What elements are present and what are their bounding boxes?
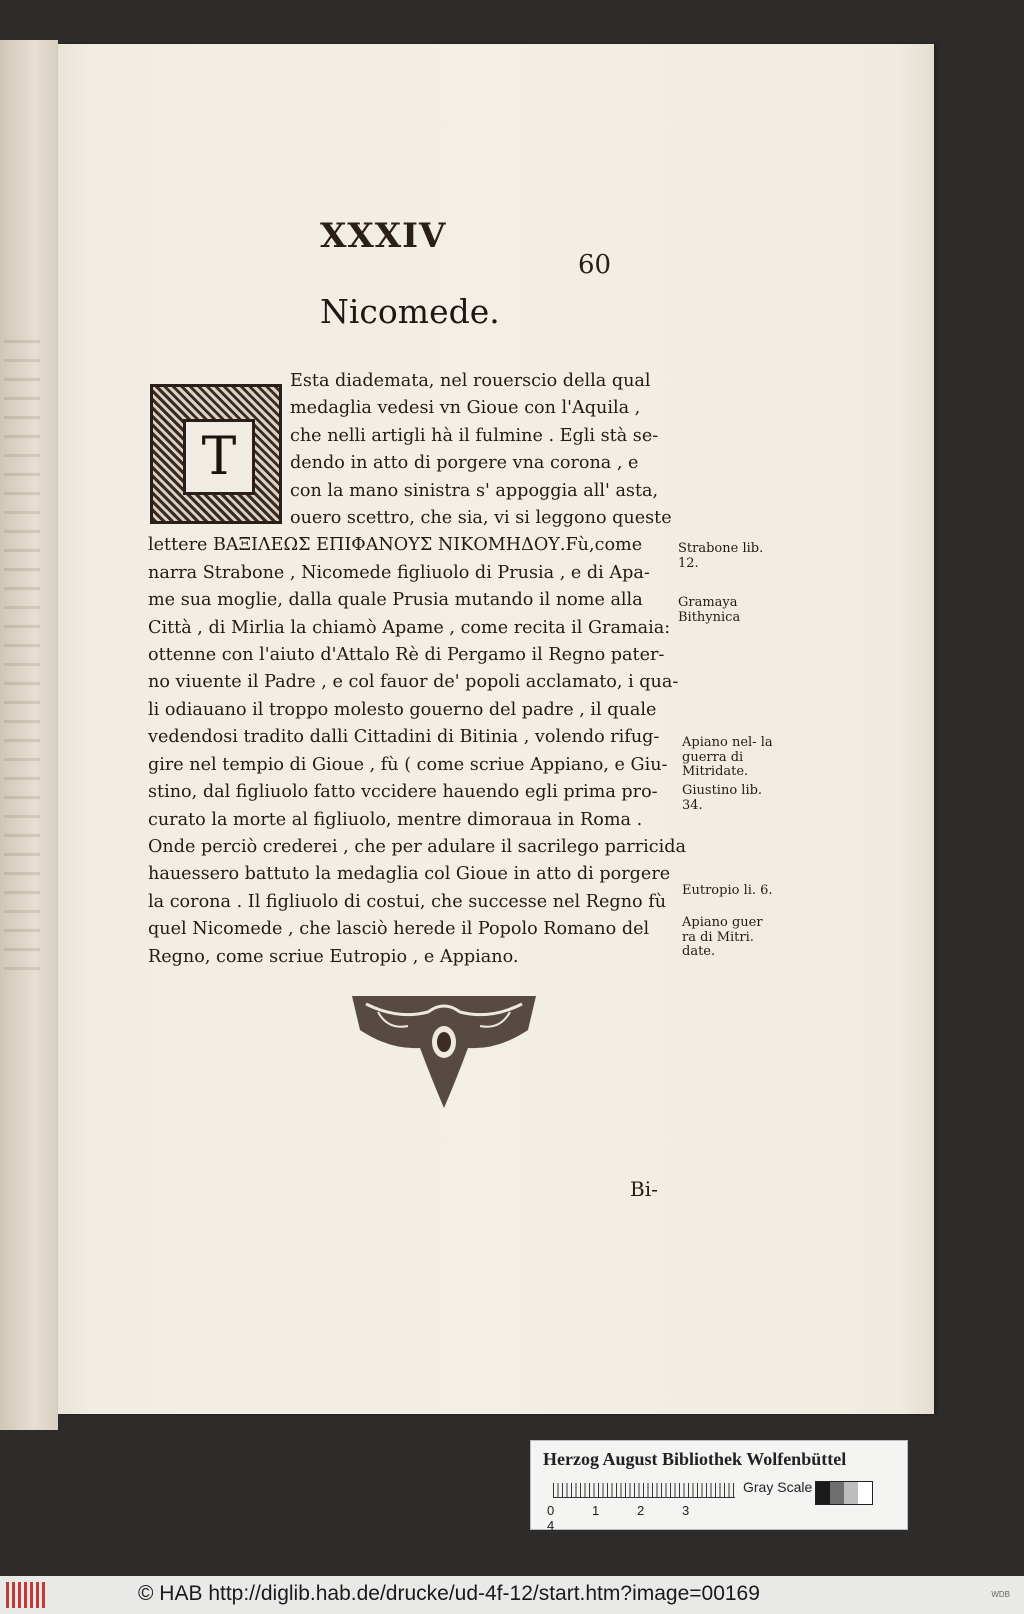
body-line: li odiauano il troppo molesto gouerno del padre , il quale (148, 699, 657, 720)
body-line: medaglia vedesi vn Gioue con l'Aquila , (290, 398, 641, 419)
body-line: Esta diademata, nel rouerscio della qual (290, 371, 651, 391)
ruler-number: 2 (637, 1503, 645, 1518)
footer-bar (0, 1576, 1024, 1614)
gray-scale-bar (815, 1481, 873, 1505)
body-line: ouero scettro, che sia, vi si leggono queste (290, 508, 672, 529)
footer-small-label: WDB (991, 1590, 1010, 1599)
margin-note: Giustino lib. 34. (682, 783, 763, 813)
body-line: ottenne con l'aiuto d'Attalo Rè di Pergamo il Regno pater- (148, 645, 665, 666)
margin-note: Eutropio li. 6. (682, 883, 773, 898)
footer-copyright-url[interactable]: © HAB http://diglib.hab.de/drucke/ud-4f-12/start.htm?image=00169 (138, 1582, 760, 1605)
plate-number: XXXIV (320, 216, 447, 256)
facing-page-edge (0, 40, 58, 1430)
color-calibration-card (530, 1440, 908, 1533)
body-line: vedendosi tradito dalli Cittadini di Bitinia , volendo rifug- (148, 727, 660, 748)
body-line: gire nel tempio di Gioue , fù ( come scriue Appiano, e Giu- (148, 754, 668, 775)
initial-letter: T (183, 419, 255, 495)
body-line: curato la morte al figliuolo, mentre dimoraua in Roma . (148, 809, 643, 830)
ruler-number: 3 (682, 1503, 690, 1518)
margin-note: Gramaya Bithynica (678, 595, 741, 625)
body-line: me sua moglie, dalla quale Prusia mutando il nome alla (148, 590, 643, 611)
library-name: Herzog August Bibliothek Wolfenbüttel (543, 1449, 847, 1469)
ruler-number: 1 (592, 1503, 600, 1518)
tailpiece-ornament (348, 990, 540, 1112)
body-line: la corona . Il figliuolo di costui, che successe nel Regno fù (148, 891, 667, 912)
gray-swatch (830, 1482, 844, 1504)
body-line: hauessero battuto la medaglia col Gioue in atto di porgere (148, 864, 671, 885)
margin-note: Strabone lib. 12. (678, 541, 764, 571)
ruler-scale (553, 1483, 735, 1498)
body-line: dendo in atto di porgere vna corona , e (290, 453, 639, 474)
body-text (148, 368, 748, 971)
body-line: Onde perciò crederei , che per adulare il sacrilego parricida (148, 836, 687, 857)
folio-number: 60 (578, 250, 612, 280)
gray-swatch (844, 1482, 858, 1504)
body-line: quel Nicomede , che lasciò herede il Popolo Romano del (148, 919, 650, 940)
body-line: che nelli artigli hà il fulmine . Egli stà se- (290, 425, 659, 446)
gray-swatch (858, 1482, 872, 1504)
body-line: con la mano sinistra s' appoggia all' asta, (290, 480, 659, 501)
catchword: Bi- (630, 1177, 658, 1201)
body-line: no viuente il Padre , e col fauor de' popoli acclamato, i qua- (148, 672, 679, 693)
ruler-numbers (547, 1503, 747, 1533)
body-line: stino, dal figliuolo fatto vccidere hauendo egli prima pro- (148, 782, 658, 803)
gray-swatch (816, 1482, 830, 1504)
body-line: narra Strabone , Nicomede figliuolo di Prusia , e di Apa- (148, 562, 650, 583)
page-title: Nicomede. (320, 292, 500, 331)
body-line: Città , di Mirlia la chiamò Apame , come recita il Gramaia: (148, 617, 671, 638)
ruler-number: 0 (547, 1503, 555, 1518)
book-page (58, 44, 934, 1414)
body-line: Regno, come scriue Eutropio , e Appiano. (148, 946, 519, 967)
ruler-number: 4 (547, 1518, 555, 1533)
body-line: lettere ΒΑΞΙΛΕΩΣ ΕΠΙΦΑΝΟΥΣ ΝΙΚΟΜΗΔΟΥ.Fù,come (148, 535, 643, 556)
facing-page-text-fragments (4, 340, 40, 980)
barcode-icon (6, 1582, 46, 1608)
gray-scale-label: Gray Scale (743, 1479, 813, 1495)
margin-note: Apiano nel- la guerra di Mitridate. (682, 735, 773, 779)
margin-note: Apiano guer ra di Mitri. date. (682, 915, 763, 959)
